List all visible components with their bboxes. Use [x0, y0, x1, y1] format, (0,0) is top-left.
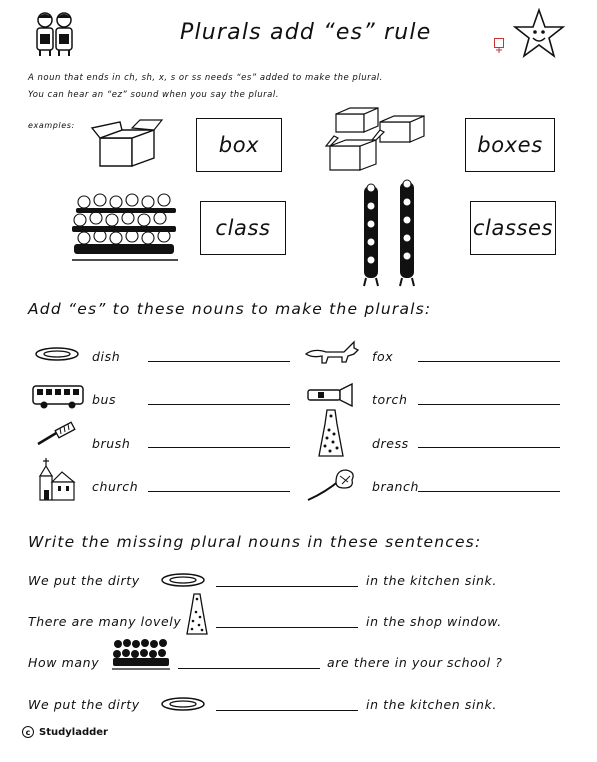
class-group-icon — [112, 638, 170, 670]
example-singular-class: class — [200, 201, 286, 255]
brand-name: Studyladder — [39, 726, 108, 738]
box-icon — [92, 120, 164, 170]
sentence3-end: are there in your school ? — [327, 655, 503, 670]
sentence2-start: There are many lovely — [28, 614, 182, 629]
kids-logo-icon — [30, 8, 80, 58]
sentence3-blank[interactable] — [178, 668, 320, 669]
expand-icon[interactable] — [494, 38, 504, 48]
answer-line-fox[interactable] — [418, 361, 560, 362]
intro-line-2: You can hear an “ez” sound when you say the plural. — [28, 90, 279, 100]
example-singular-box: box — [196, 118, 282, 172]
sentence4-blank[interactable] — [216, 710, 358, 711]
answer-line-torch[interactable] — [418, 404, 560, 405]
smiling-star-icon — [512, 8, 566, 62]
branch-icon — [306, 466, 358, 504]
noun-fox: fox — [372, 349, 394, 364]
church-icon — [36, 458, 76, 502]
sentence2-end: in the shop window. — [366, 614, 502, 629]
noun-bus: bus — [92, 392, 117, 407]
answer-line-dish[interactable] — [148, 361, 290, 362]
class-group-icon — [70, 190, 180, 264]
sentence1-blank[interactable] — [216, 586, 358, 587]
brush-icon — [34, 424, 76, 448]
example-plural-boxes: boxes — [465, 118, 555, 172]
footer — [22, 726, 108, 738]
answer-line-brush[interactable] — [148, 447, 290, 448]
answer-line-bus[interactable] — [148, 404, 290, 405]
plate-icon — [160, 572, 206, 588]
sentence1-end: in the kitchen sink. — [366, 573, 497, 588]
boxes-icon — [326, 104, 440, 178]
noun-church: church — [92, 479, 139, 494]
plate-icon — [34, 346, 80, 362]
section2-heading: Write the missing plural nouns in these sentences: — [28, 533, 482, 551]
noun-torch: torch — [372, 392, 408, 407]
example-plural-classes: classes — [470, 201, 556, 255]
noun-dress: dress — [372, 436, 409, 451]
classes-icon — [350, 178, 430, 290]
noun-brush: brush — [92, 436, 131, 451]
sentence2-blank[interactable] — [216, 627, 358, 628]
sentence3-start: How many — [28, 655, 100, 670]
sentence1-start: We put the dirty — [28, 573, 140, 588]
page-title: Plurals add “es” rule — [180, 20, 432, 45]
sentence4-end: in the kitchen sink. — [366, 697, 497, 712]
torch-icon — [306, 382, 358, 408]
copyright-icon: c — [22, 726, 34, 738]
dress-icon — [318, 408, 344, 458]
bus-icon — [32, 384, 84, 410]
answer-line-church[interactable] — [148, 491, 290, 492]
sentence4-start: We put the dirty — [28, 697, 140, 712]
examples-label: examples: — [28, 121, 75, 130]
noun-dish: dish — [92, 349, 121, 364]
fox-icon — [304, 340, 360, 366]
dress-icon — [186, 592, 208, 636]
section1-heading: Add “es” to these nouns to make the plurals: — [28, 300, 432, 318]
intro-line-1: A noun that ends in ch, sh, x, s or ss needs “es” added to make the plural. — [28, 73, 383, 83]
noun-branch: branch — [372, 479, 420, 494]
answer-line-dress[interactable] — [418, 447, 560, 448]
plate-icon — [160, 696, 206, 712]
answer-line-branch[interactable] — [418, 491, 560, 492]
